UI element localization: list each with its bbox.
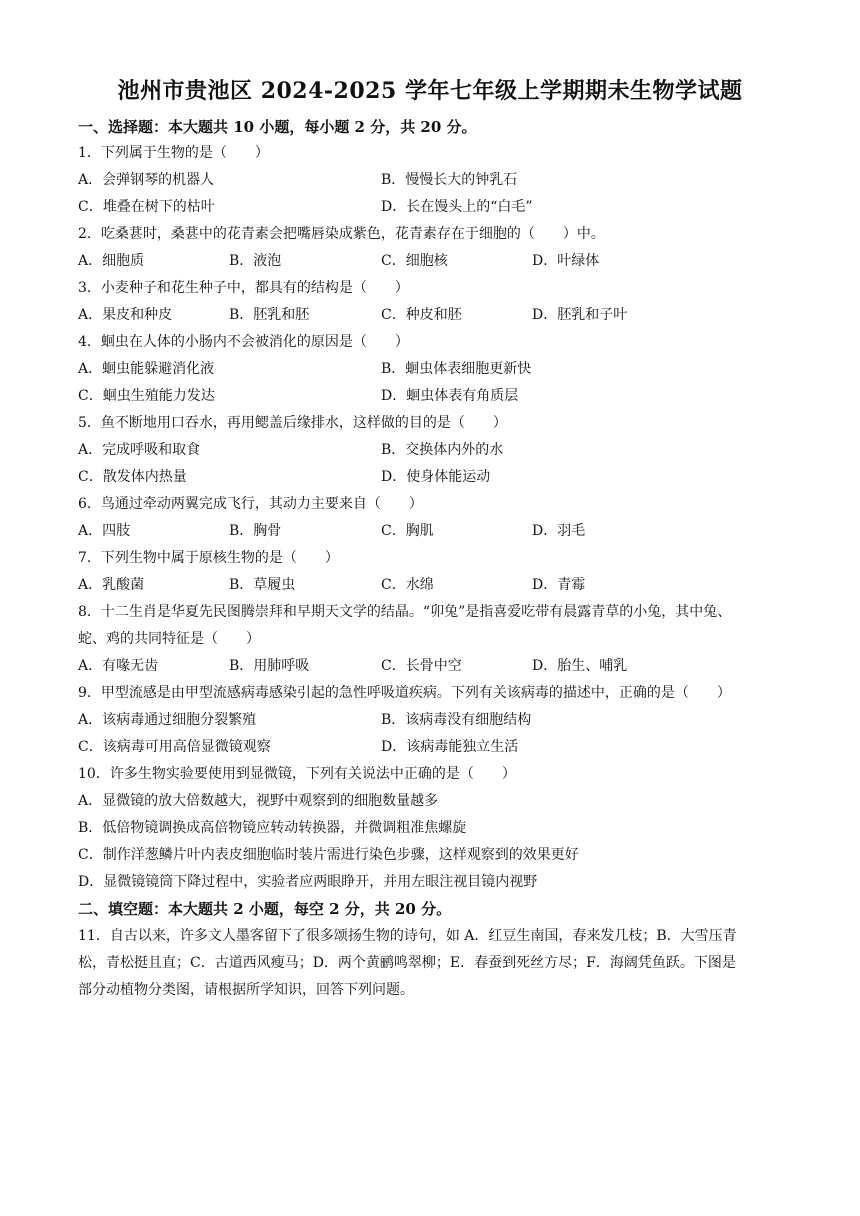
question-1-stem: 1．下列属于生物的是（ ） bbox=[78, 145, 269, 161]
question-3-option-d: D．胚乳和子叶 bbox=[532, 307, 628, 323]
question-10-option-d: D．显微镜镜筒下降过程中，实验者应两眼睁开，并用左眼注视目镜内视野 bbox=[78, 874, 538, 890]
question-5-option-c: C．散发体内热量 bbox=[78, 469, 187, 485]
question-8-option-d: D．胎生、哺乳 bbox=[532, 658, 628, 674]
question-3-option-a: A．果皮和种皮 bbox=[78, 307, 173, 323]
question-4-option-d: D．蛔虫体表有角质层 bbox=[381, 388, 519, 404]
question-7-option-b: B．草履虫 bbox=[229, 577, 296, 593]
question-1-option-a: A．会弹钢琴的机器人 bbox=[78, 172, 215, 188]
question-6-option-c: C．胸肌 bbox=[381, 523, 434, 539]
question-7-option-c: C．水绵 bbox=[381, 577, 434, 593]
question-9-option-b: B．该病毒没有细胞结构 bbox=[381, 712, 532, 728]
question-10-option-c: C．制作洋葱鳞片叶内表皮细胞临时装片需进行染色步骤，这样观察到的效果更好 bbox=[78, 847, 579, 863]
question-11-line-3: 部分动植物分类图，请根据所学知识，回答下列问题。 bbox=[78, 982, 414, 998]
question-8-option-b: B．用肺呼吸 bbox=[229, 658, 310, 674]
question-11-line-2: 松，青松挺且直；C．古道西风瘦马；D．两个黄鹂鸣翠柳；E．春蚕到死丝方尽；F．海阔凭鱼跃。下图是 bbox=[78, 955, 736, 971]
question-9-stem: 9．甲型流感是由甲型流感病毒感染引起的急性呼吸道疾病。下列有关该病毒的描述中，正确的是（ ） bbox=[78, 685, 731, 701]
question-2-option-c: C．细胞核 bbox=[381, 253, 448, 269]
question-8-option-a: A．有喙无齿 bbox=[78, 658, 159, 674]
question-2-option-b: B．液泡 bbox=[229, 253, 282, 269]
question-5-option-a: A．完成呼吸和取食 bbox=[78, 442, 201, 458]
question-10-stem: 10．许多生物实验要使用到显微镜，下列有关说法中正确的是（ ） bbox=[78, 766, 516, 782]
question-4-option-b: B．蛔虫体表细胞更新快 bbox=[381, 361, 532, 377]
question-5-option-d: D．使身体能运动 bbox=[381, 469, 491, 485]
question-7-stem: 7．下列生物中属于原核生物的是（ ） bbox=[78, 550, 339, 566]
section-2-heading: 二、填空题：本大题共 2 小题，每空 2 分，共 20 分。 bbox=[78, 900, 452, 918]
question-11-line-1: 11．自古以来，许多文人墨客留下了很多颂扬生物的诗句，如 A．红豆生南国，春来发几枝；B．大雪压青 bbox=[78, 928, 737, 944]
question-8-stem-line-2: 蛇、鸡的共同特征是（ ） bbox=[78, 631, 260, 647]
question-1-option-c: C．堆叠在树下的枯叶 bbox=[78, 199, 215, 215]
question-2-option-d: D．叶绿体 bbox=[532, 253, 600, 269]
question-4-stem: 4．蛔虫在人体的小肠内不会被消化的原因是（ ） bbox=[78, 334, 409, 350]
question-3-option-c: C．种皮和胚 bbox=[381, 307, 462, 323]
question-6-option-d: D．羽毛 bbox=[532, 523, 586, 539]
page-title: 池州市贵池区 2024-2025 学年七年级上学期期未生物学试题 bbox=[117, 78, 743, 104]
question-9-option-a: A．该病毒通过细胞分裂繁殖 bbox=[78, 712, 257, 728]
question-2-stem: 2．吃桑葚时，桑葚中的花青素会把嘴唇染成紫色，花青素存在于细胞的（ ）中。 bbox=[78, 226, 605, 242]
question-2-option-a: A．细胞质 bbox=[78, 253, 145, 269]
question-9-option-d: D．该病毒能独立生活 bbox=[381, 739, 519, 755]
question-5-option-b: B．交换体内外的水 bbox=[381, 442, 504, 458]
question-7-option-a: A．乳酸菌 bbox=[78, 577, 145, 593]
question-5-stem: 5．鱼不断地用口吞水，再用鳃盖后缘排水，这样做的目的是（ ） bbox=[78, 415, 507, 431]
question-9-option-c: C．该病毒可用高倍显微镜观察 bbox=[78, 739, 271, 755]
question-8-stem-line-1: 8．十二生肖是华夏先民图腾崇拜和早期天文学的结晶。“卯兔”是指喜爱吃带有晨露青草的小兔，其中兔、 bbox=[78, 604, 732, 620]
question-4-option-a: A．蛔虫能躲避消化液 bbox=[78, 361, 215, 377]
question-7-option-d: D．青霉 bbox=[532, 577, 586, 593]
question-6-option-b: B．胸骨 bbox=[229, 523, 282, 539]
question-6-stem: 6．鸟通过牵动两翼完成飞行，其动力主要来自（ ） bbox=[78, 496, 423, 512]
question-3-stem: 3．小麦种子和花生种子中，都具有的结构是（ ） bbox=[78, 280, 409, 296]
question-10-option-a: A．显微镜的放大倍数越大，视野中观察到的细胞数量越多 bbox=[78, 793, 439, 809]
question-10-option-b: B．低倍物镜调换成高倍物镜应转动转换器，并微调粗准焦螺旋 bbox=[78, 820, 467, 836]
question-6-option-a: A．四肢 bbox=[78, 523, 131, 539]
question-4-option-c: C．蛔虫生殖能力发达 bbox=[78, 388, 215, 404]
question-3-option-b: B．胚乳和胚 bbox=[229, 307, 310, 323]
question-1-option-d: D．长在馒头上的“白毛” bbox=[381, 199, 533, 215]
question-1-option-b: B．慢慢长大的钟乳石 bbox=[381, 172, 518, 188]
section-1-heading: 一、选择题：本大题共 10 小题，每小题 2 分，共 20 分。 bbox=[78, 118, 477, 136]
question-8-option-c: C．长骨中空 bbox=[381, 658, 462, 674]
